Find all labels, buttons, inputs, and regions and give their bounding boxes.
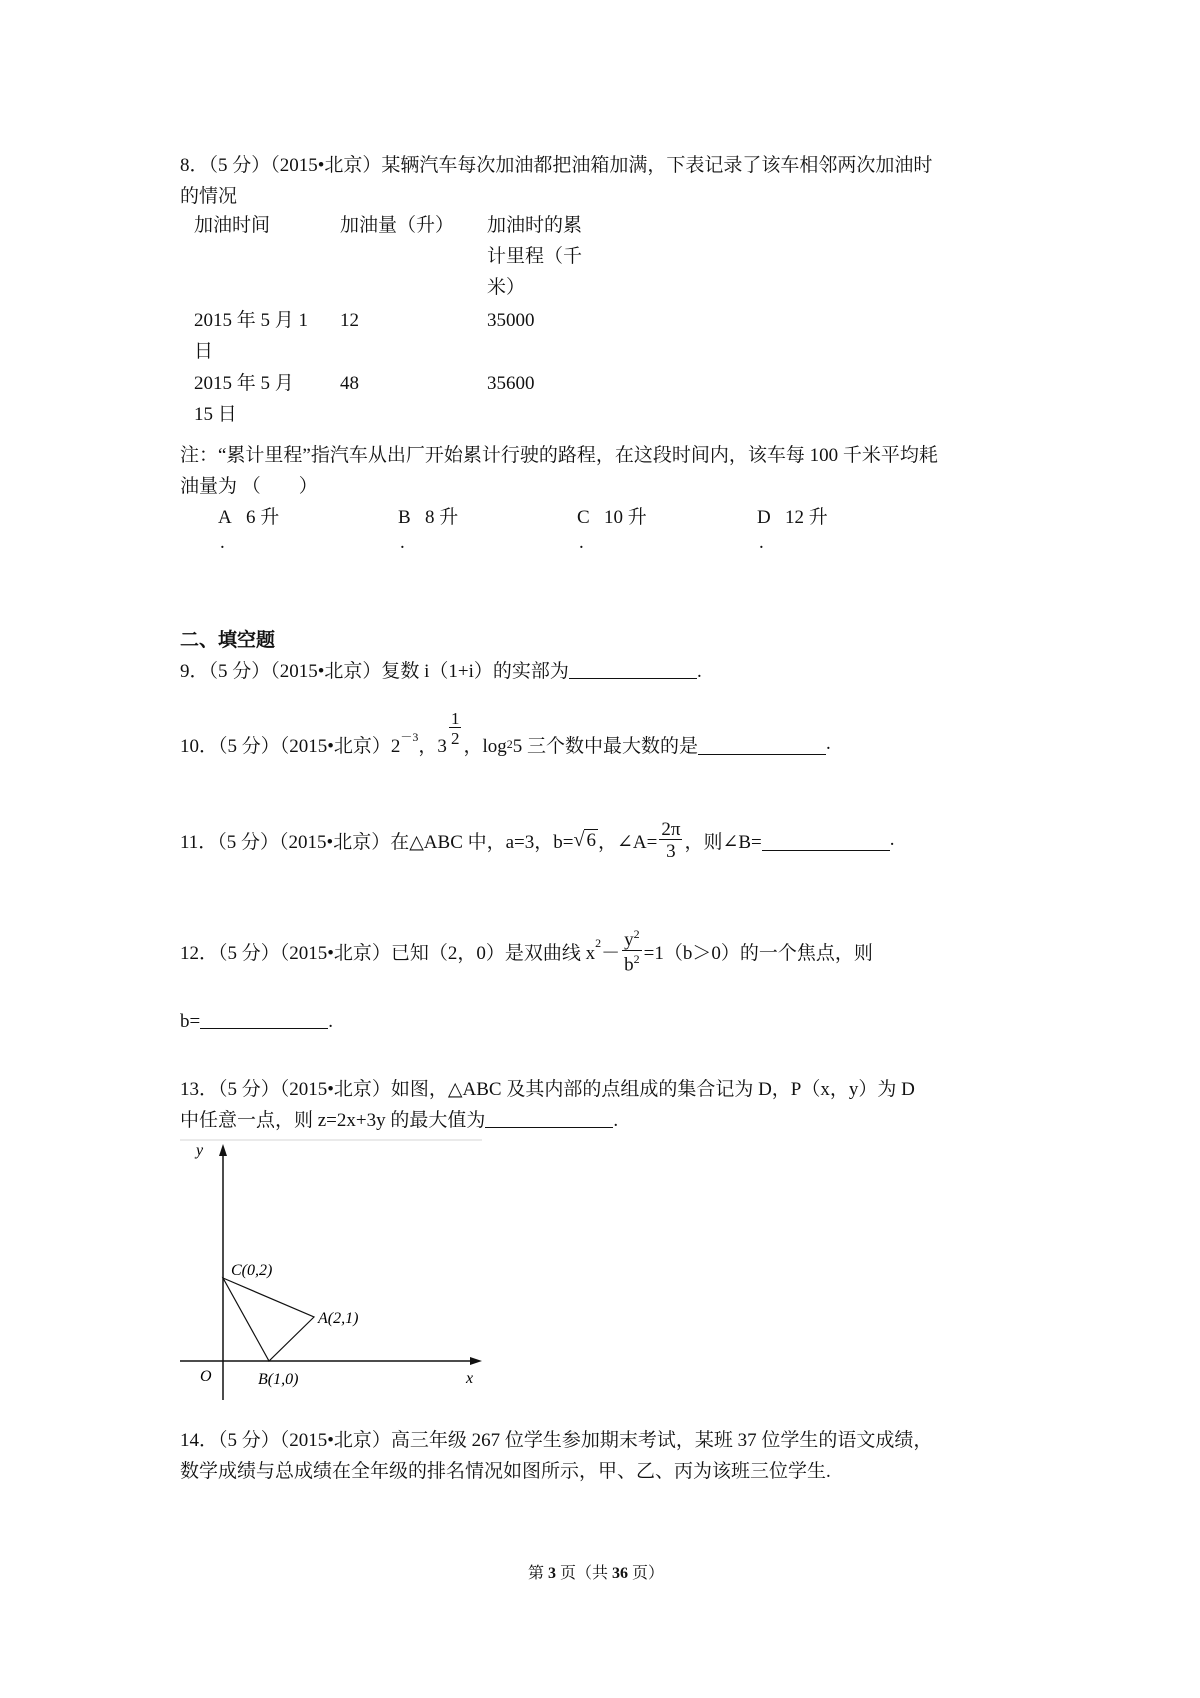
section-title: 二、填空题 xyxy=(180,630,276,651)
table-row-1-amount: 12 xyxy=(340,310,359,331)
answer-blank xyxy=(569,658,697,679)
option-a: A 6 升 xyxy=(218,507,280,528)
point-c-label: C(0,2) xyxy=(231,1262,273,1279)
option-b: B 8 升 xyxy=(398,507,459,528)
table-row-2-date: 2015 年 5 月 15 日 xyxy=(194,373,294,425)
origin-label: O xyxy=(200,1368,212,1385)
table-row-1-date: 2015 年 5 月 1 日 xyxy=(194,310,309,362)
fraction-y2-over-b2: $\frac{y^2}{b^2}$ xyxy=(624,927,640,975)
total-pages: 36 xyxy=(612,1565,629,1582)
fraction-two-pi-over-three: $\frac{2\pi}{3}$ xyxy=(661,818,681,862)
q12: 12．（5 分）（2015•北京）已知（2，0）是双曲线 x $^2$ － $\frac{y^2}{b^2}$ =1（b＞0）的一个焦点，则 xyxy=(180,927,873,975)
fraction-one-half: $\frac{1}{2}$ xyxy=(450,708,460,748)
y-axis-label: y xyxy=(196,1142,204,1159)
exponent: －3 xyxy=(400,729,419,744)
coordinate-plane xyxy=(180,1138,485,1403)
option-d-dot: . xyxy=(759,532,764,553)
page-footer: 第 3 页（共 36 页） xyxy=(528,1565,665,1582)
table-row-1-mileage: 35000 xyxy=(487,310,535,331)
q14-line1: 14．（5 分）（2015•北京）高三年级 267 位学生参加期末考试，某班 37 位学生的语文成绩， xyxy=(180,1430,933,1451)
option-a-dot: . xyxy=(220,532,225,553)
q8-note-line2: 油量为 （ ） xyxy=(180,476,318,497)
table-row-2-mileage: 35600 xyxy=(487,373,535,394)
answer-blank xyxy=(698,734,826,755)
q8-line2: 的情况 xyxy=(180,186,238,207)
q12-line2: b= . xyxy=(180,1008,333,1033)
y-axis-arrow xyxy=(219,1144,227,1156)
q14-line2: 数学成绩与总成绩在全年级的排名情况如图所示，甲、乙、丙为该班三位学生. xyxy=(180,1461,831,1482)
q13-coordinate-figure xyxy=(180,1138,485,1409)
q11: 11．（5 分）（2015•北京）在△ABC 中，a=3，b= √ 6 ，∠A= $\frac{2\pi}{3}$ ，则∠B= . xyxy=(180,818,895,862)
sqrt-symbol: √ 6 xyxy=(573,828,596,851)
table-header-mileage: 加油时的累 计里程（千 米） xyxy=(487,215,583,298)
point-b-label: B(1,0) xyxy=(258,1371,299,1388)
answer-blank xyxy=(200,1008,328,1029)
option-d: D 12 升 xyxy=(757,507,828,528)
q13-line2: 中任意一点，则 z=2x+3y 的最大值为 . xyxy=(180,1105,618,1132)
x-axis-arrow xyxy=(470,1357,482,1365)
table-header-amount: 加油量（升） xyxy=(340,215,455,236)
q9: 9．（5 分）（2015•北京）复数 i（1+i）的实部为 . xyxy=(180,656,702,683)
point-a-label: A(2,1) xyxy=(318,1310,359,1327)
q10: 10．（5 分）（2015•北京）2 $^{-3}$ ，3 $\frac{1}{2}$ ，log 2 5 三个数中最大数的是 . xyxy=(180,708,831,757)
q8-line1: 8．（5 分）（2015•北京）某辆汽车每次加油都把油箱加满，下表记录了该车相邻两次加油时 xyxy=(180,155,933,176)
x-axis-label: x xyxy=(466,1370,474,1387)
triangle-abc xyxy=(223,1278,314,1361)
page-number: 3 xyxy=(548,1565,557,1582)
q13-line1: 13．（5 分）（2015•北京）如图，△ABC 及其内部的点组成的集合记为 D，P（x，y）为 D xyxy=(180,1079,915,1100)
answer-blank xyxy=(485,1107,613,1128)
option-c: C 10 升 xyxy=(577,507,647,528)
table-header-time: 加油时间 xyxy=(194,215,271,236)
q8-note-line1: 注：“累计里程”指汽车从出厂开始累计行驶的路程，在这段时间内，该车每 100 千米平均耗 xyxy=(180,445,938,466)
answer-blank xyxy=(762,830,890,851)
table-row-2-amount: 48 xyxy=(340,373,359,394)
option-c-dot: . xyxy=(579,532,584,553)
option-b-dot: . xyxy=(400,532,405,553)
